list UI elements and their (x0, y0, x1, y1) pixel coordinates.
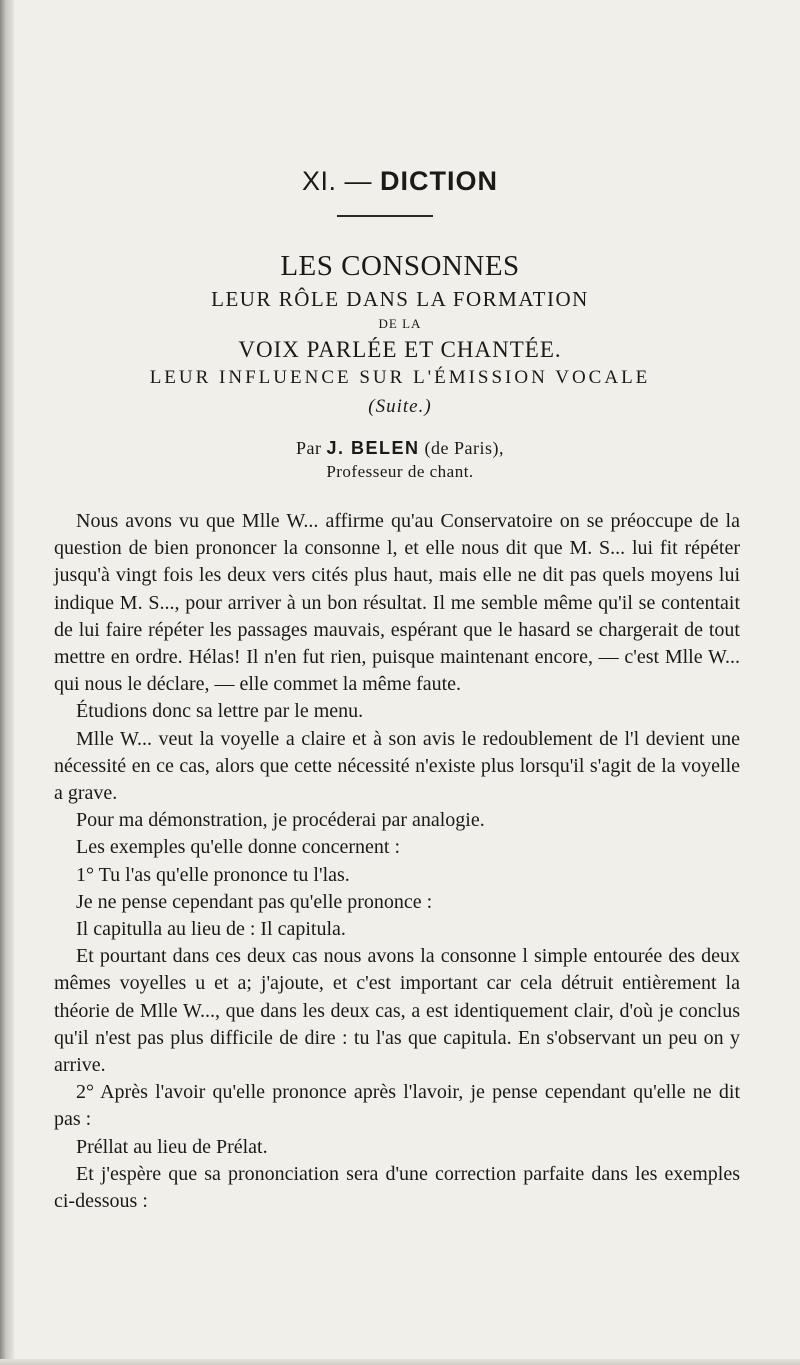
byline-prefix: Par (295, 438, 322, 458)
paragraph: Je ne pense cependant pas qu'elle prononce : (76, 890, 433, 913)
heading-rule (337, 215, 433, 217)
paragraph: Nous avons vu que Mlle W... affirme qu'au Conservatoire on se préoccupe de la question de bien prononcer la consonne l, et elle nous dit que M. S... lui fit répéter jusqu'à vingt fois les deux vers cités plus haut, mais elle ne dit pas quels moyens lui indique M. S..., pour arriver à un bon résultat. Il me semble même qu'il se contentait de lui faire répéter les passages mauvais, espérant que le hasard se chargerait de tout mettre en ordre. Hélas! Il n'en fut rien, puisque maintenant encore, — c'est Mlle W... qui nous le déclare, — elle commet la même faute. (54, 510, 740, 696)
paragraph: 2° Après l'avoir qu'elle prononce après l'lavoir, je pense cependant qu'elle ne dit pas : (54, 1081, 740, 1131)
paragraph: Étudions donc sa lettre par le menu. (76, 700, 364, 723)
paragraph: Mlle W... veut la voyelle a claire et à son avis le redoublement de l'l devient une nécessité en ce cas, alors que cette nécessité n'existe plus lorsqu'il s'agit de la voyelle a grave. (54, 727, 740, 805)
chapter-title: DICTION (380, 166, 499, 196)
article-subtitle-2: DE LA (378, 316, 422, 331)
page-bottom-edge (0, 1359, 800, 1365)
author-profession: Professeur de chant. (326, 462, 474, 481)
article-subtitle-3: VOIX PARLÉE ET CHANTÉE. (238, 337, 562, 362)
chapter-number: XI. (301, 166, 337, 196)
author-name: J. BELEN (326, 438, 420, 458)
article-continued: (Suite.) (368, 396, 432, 417)
paragraph: Pour ma démonstration, je procéderai par analogie. (76, 809, 485, 832)
chapter-heading (0, 166, 800, 197)
article-title: LES CONSONNES (280, 250, 520, 282)
paragraph: Préllat au lieu de Prélat. (76, 1135, 268, 1158)
page-binding-edge (0, 0, 14, 1365)
byline (0, 438, 800, 459)
paragraph: Et pourtant dans ces deux cas nous avons la consonne l simple entourée des deux mêmes voyelles u et a; j'ajoute, et c'est important car cela détruit entièrement la théorie de Mlle W..., que dans les deux cas, a est identiquement clair, d'où je conclus qu'il n'est pas plus difficile de dire : tu l'as que capitula. En s'observant un peu on y arrive. (54, 945, 740, 1077)
chapter-dash: — (344, 166, 372, 196)
article-subtitle-4: LEUR INFLUENCE SUR L'ÉMISSION VOCALE (149, 367, 651, 388)
paragraph: Et j'espère que sa prononciation sera d'une correction parfaite dans les exemples ci-dessous : (54, 1162, 740, 1213)
paragraph: 1° Tu l'as qu'elle prononce tu l'las. (76, 863, 350, 886)
paragraph: Il capitulla au lieu de : Il capitula. (76, 918, 346, 941)
byline-suffix: (de Paris), (424, 438, 504, 458)
article-body (54, 508, 740, 1215)
paragraph: Les exemples qu'elle donne concernent : (76, 836, 401, 859)
article-subtitle-1: LEUR RÔLE DANS LA FORMATION (211, 287, 589, 311)
